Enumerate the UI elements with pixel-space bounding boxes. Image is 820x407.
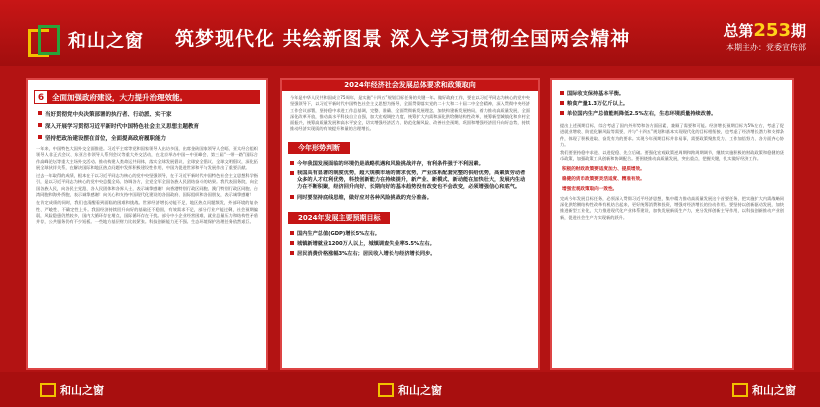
body-paragraph: 在肯定成绩的同时，我们也清醒看到面临的困难和挑战。世界经济增长动能不足，地区热点问题频发，外部环境的复杂性、严峻性、不确定性上升。我国经济持续回升向好的基础还不稳固，有效需求不足，部分行业产能过剩，社会预期偏弱，风险隐患仍然较多，国内大循环存在堵点，国际循环存在干扰。部分中小企业经营困难，就业总量压力和结构性矛盾并存，公共服务仍有不少短板。一些地方基层财力比较紧张。科技创新能力还不强。生态环境保护治理任务依然艰巨。 <box>36 200 258 225</box>
target-item: 国内生产总值(GDP)增长5%左右。 <box>290 230 530 237</box>
panel-title: 2024年经济社会发展总体要求和政策取向 <box>282 80 538 91</box>
targets-list-continued <box>560 90 784 117</box>
section-header <box>34 90 260 104</box>
issue-suffix: 期 <box>790 22 806 40</box>
page-title: 筑梦现代化 共绘新图景 深入学习贯彻全国两会精神 <box>175 28 631 50</box>
section-number: 6 <box>34 90 48 104</box>
tab-main-targets: 2024年发展主要预期目标 <box>288 212 390 224</box>
issue-editor: 本期主办：党委宣传部 <box>726 43 806 52</box>
panel-government-building <box>28 80 266 368</box>
issue-number: 253 <box>753 20 791 41</box>
body-paragraph: 过去一年取得的成绩，根本在于以习近平同志为核心的党中央坚强领导，在于习近平新时代中国特色社会主义思想科学指引，是以习近平同志为核心的党中央总揽全局、协调各方，全党全军全国各族人民团结奋斗的结果。我代表国务院，向全国各族人民，向各民主党派、各人民团体和各界人士，表示诚挚感谢！向香港特别行政区同胞、澳门特别行政区同胞、台湾同胞和海外侨胞，表示诚挚感谢！向关心和支持中国现代化建设的各国政府、国际组织和各国朋友，表示诚挚感谢！ <box>36 173 258 198</box>
footer-logo <box>40 382 104 398</box>
logo-text: 和山之窗 <box>68 31 144 52</box>
target-item: 城镇新增就业1200万人以上，城镇调查失业率5.5%左右。 <box>290 240 530 247</box>
body-paragraph: 一年来，中国特色大国外交全面推进。习近平主席等党和国家领导人出访多国，出席金砖国家领导人会晤、亚太经合组织领导人非正式会议、东亚合作领导人系列会议等重大外交活动，在北京举办中国—中亚峰会、第三届“一带一路”国际合作高峰论坛等重大主场外交活动。推动构建人类命运共同体，落实全球发展倡议、全球安全倡议、全球文明倡议，深化拓展全球伙伴关系，在解决国际和地区热点问题中发挥积极建设性作用，中国为促进世界和平与发展作出了重要贡献。 <box>36 146 258 170</box>
judgment-item: 我国具有显著的制度优势，超大规模市场的需求优势，产业体系配套完整的供给优势，高素质劳动者众多的人才红利优势，科技创新能力在持续提升，新产业、新模式、新动能在加快壮大，发展内生动力在不断积聚，经济回升向好、长期向好的基本趋势没有改变也不会改变，必须增强信心和底气。 <box>290 170 530 191</box>
tab-situation-judgment: 今年形势判断 <box>288 142 350 154</box>
body-paragraph: 提出上述预期目标，综合考虑了国内外形势和各方面因素，兼顾了需要和可能。经济增长预期目标为5%左右，考虑了促进就业增收、防范化解风险等需要，并与“十四五”规划和基本实现现代化的目标相衔接，也考虑了经济增长潜力和支撑条件，体现了积极进取、奋发有为的要求。实现今年预期目标并非易事，需要政策聚焦发力、工作加倍努力、各方面齐心协力。 <box>560 123 784 147</box>
bullet-item: 坚持把政治建设摆在首位，全面提高政府履职能力 <box>38 134 256 142</box>
target-item: 单位国内生产总值能耗降低2.5%左右，生态环境质量持续改善。 <box>560 110 784 117</box>
panel-policy-orientation <box>282 80 538 368</box>
logo <box>28 22 158 58</box>
bullet-item: 深入开展学习贯彻习近平新时代中国特色社会主义思想主题教育 <box>38 122 256 130</box>
highlight-text: 积极的财政政策要适度加力、提质增效。 <box>562 166 645 172</box>
highlight-text: 增强宏观政策取向一致性。 <box>562 186 618 192</box>
issue-number-line <box>706 20 806 41</box>
logo-mark-icon <box>40 383 56 397</box>
logo-mark-icon <box>378 383 394 397</box>
judgment-item: 今年我国发展面临的环境仍是战略机遇和风险挑战并存，有利条件强于不利因素。 <box>290 160 530 167</box>
intro-paragraph: 今年是中华人民共和国成立75周年，是实施“十四五”规划目标任务的关键一年。做好政府工作，要在以习近平同志为核心的党中央坚强领导下，以习近平新时代中国特色社会主义思想为指导，全面贯彻落实党的二十大和二十届二中全会精神，深入贯彻中央经济工作会议部署，坚持稳中求进工作总基调，完整、准确、全面贯彻新发展理念，加快构建新发展格局，着力推动高质量发展，全面深化改革开放，推动高水平科技自立自强，加大宏观调控力度，统筹扩大内需和深化供给侧结构性改革，统筹新型城镇化和乡村全面振兴，统筹高质量发展和高水平安全，切实增强经济活力、防范化解风险、改善社会预期，巩固和增强经济回升向好态势，持续推动经济实现质的有效提升和量的合理增长。 <box>290 95 530 132</box>
targets-list <box>290 230 530 257</box>
highlight-text: 稳健的货币政策要灵活适度、精准有效。 <box>562 176 645 182</box>
target-item: 粮食产量1.3万亿斤以上。 <box>560 100 784 107</box>
judgment-item: 同时要坚持底线思维，做好应对各种风险挑战的充分准备。 <box>290 194 530 201</box>
target-item: 居民消费价格涨幅3%左右；居民收入增长与经济增长同步。 <box>290 250 530 257</box>
footer-logo <box>732 382 796 398</box>
section-title: 全面加强政府建设，大力提升治理效能。 <box>52 92 187 102</box>
issue-info <box>706 20 806 53</box>
body-paragraph: 我们要坚持稳中求进、以进促稳、先立后破。要强化宏观政策逆周期和跨周期调节，继续实施积极的财政政策和稳健的货币政策，加强政策工具创新和协调配合。要围绕推动高质量发展，突出重点，把握关键，扎实做好经济工作。 <box>560 150 784 162</box>
footer-logo-text: 和山之窗 <box>60 384 104 397</box>
logo-mark-icon <box>28 25 62 55</box>
footer-logo-text: 和山之窗 <box>752 384 796 397</box>
target-item: 国际收支保持基本平衡。 <box>560 90 784 97</box>
footer-logo-text: 和山之窗 <box>398 384 442 397</box>
footer-logo <box>378 382 442 398</box>
bullet-list <box>38 110 256 142</box>
issue-prefix: 总第 <box>723 22 754 40</box>
bullet-item: 当好贯彻党中央决策部署的执行者、行动派、实干家 <box>38 110 256 118</box>
judgment-list <box>290 160 530 201</box>
logo-mark-icon <box>732 383 748 397</box>
body-paragraph: 完成今年发展目标任务，必须深入贯彻习近平经济思想，集中精力推动高质量发展这个首要任务，把实施扩大内需战略同深化供给侧结构性改革有机结合起来，更好统筹消费和投资，增强对经济增长的拉动作用。要坚持以创新驱动发展，加快推进新型工业化，大力推进现代化产业体系建设，加快发展新质生产力，充分发挥创新主导作用，以科技创新推动产业创新，促进社会生产力实现新的跃升。 <box>560 195 784 220</box>
panel-targets-continued <box>552 80 792 368</box>
